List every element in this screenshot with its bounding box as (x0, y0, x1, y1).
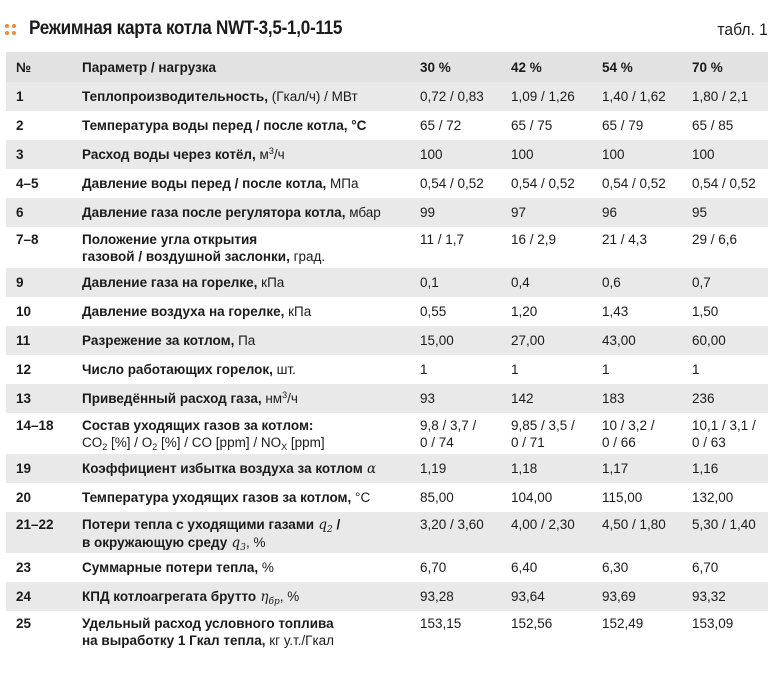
row-value (602, 231, 647, 248)
row-number: 9 (16, 275, 24, 290)
header-param: Параметр / нагрузка (82, 60, 217, 75)
table-label: табл. 1 (717, 20, 768, 39)
value-line-1: 100 (692, 147, 715, 162)
value-line-1: 97 (511, 205, 527, 220)
parameter-unit: , % (245, 535, 266, 550)
value-line-1: 6,30 (602, 560, 629, 575)
value-line-1: 153,09 (692, 616, 734, 631)
row-value (420, 361, 428, 378)
row-parameter (82, 175, 359, 192)
row-value (692, 274, 711, 291)
row-value (602, 274, 621, 291)
row-number: 11 (16, 333, 31, 348)
subscript: X (281, 442, 288, 452)
parameter-symbol: α (362, 461, 377, 477)
value-line-1: 6,70 (692, 560, 719, 575)
title-bar (0, 16, 772, 46)
row-parameter (82, 303, 311, 320)
value-line-1: 60,00 (692, 333, 726, 348)
boiler-regime-table (6, 52, 768, 652)
parameter-line-1 (82, 517, 341, 535)
row-value (511, 303, 537, 320)
row-parameter (82, 559, 274, 576)
value-line-1: 0,6 (602, 275, 621, 290)
row-value (692, 361, 700, 378)
parameter-symbol-subscript: 3 (240, 543, 246, 553)
value-line-1: 1 (602, 362, 610, 377)
row-number: 10 (16, 304, 32, 319)
row-value (511, 516, 575, 533)
parameter-bold: Теплопроизводительность, (82, 89, 268, 104)
parameter-line-1 (82, 176, 359, 191)
table-row (6, 454, 768, 483)
parameter-unit: кПа (257, 275, 285, 290)
parameter-bold: Приведённый расход газа, (82, 391, 262, 406)
row-parameter (82, 274, 284, 291)
subscript: 2 (102, 442, 108, 452)
parameter-line-1 (82, 205, 381, 220)
value-line-2: 0 / 66 (602, 435, 636, 450)
row-value (511, 390, 534, 407)
row-number: 1 (16, 89, 24, 104)
parameter-line-1 (82, 304, 311, 319)
value-line-1: 0,4 (511, 275, 530, 290)
parameter-slash: / (332, 517, 341, 532)
parameter-bold: газовой / воздушной заслонки, (82, 249, 290, 264)
row-number: 19 (16, 461, 32, 476)
row-value (602, 390, 625, 407)
value-line-1: 3,20 / 3,60 (420, 517, 484, 532)
row-value (602, 516, 666, 533)
parameter-bold: Разрежение за котлом, (82, 333, 235, 348)
value-line-1: 0,55 (420, 304, 447, 319)
row-value (511, 417, 575, 451)
value-line-1: 5,30 / 1,40 (692, 517, 756, 532)
parameter-line-1 (82, 560, 274, 575)
value-line-1: 93,69 (602, 589, 636, 604)
value-line-1: 9,8 / 3,7 / (420, 418, 477, 433)
row-value (511, 117, 552, 134)
row-value (602, 117, 643, 134)
parameter-unit: °С (351, 490, 371, 505)
table-row (6, 611, 768, 652)
row-value (692, 615, 733, 632)
value-line-1: 6,70 (420, 560, 447, 575)
value-line-1: 1,16 (692, 461, 719, 476)
parameter-line-1 (82, 461, 376, 476)
row-value (602, 615, 643, 632)
row-value (511, 332, 545, 349)
parameter-bold: Коэффициент избытка воздуха за котлом (82, 461, 363, 476)
parameter-symbol: $q_3$ (227, 535, 246, 553)
row-number: 13 (16, 391, 32, 406)
row-value (692, 146, 715, 163)
value-line-1: 16 / 2,9 (511, 232, 557, 247)
parameter-bold: Давление воды перед / после котла, (82, 176, 327, 191)
value-line-1: 1,19 (420, 461, 447, 476)
row-value (602, 146, 625, 163)
row-value (420, 559, 446, 576)
parameter-line-2 (82, 534, 340, 552)
value-line-1: 9,85 / 3,5 / (511, 418, 575, 433)
row-value (420, 175, 484, 192)
row-value (692, 489, 733, 506)
row-number: 23 (16, 560, 32, 575)
row-value (420, 88, 484, 105)
row-value (420, 460, 446, 477)
parameter-unit: нм (261, 391, 283, 406)
parameter-bold: Давление воздуха на горелке, (82, 304, 285, 319)
parameter-unit: шт. (272, 362, 296, 377)
header-num: № (16, 60, 32, 75)
value-line-1: 43,00 (602, 333, 636, 348)
row-value (692, 460, 718, 477)
row-parameter (82, 460, 376, 478)
parameter-bold: Температура воды перед / после котла, °С (82, 118, 367, 133)
row-value (511, 175, 575, 192)
value-line-1: 65 / 72 (420, 118, 462, 133)
row-value (511, 88, 575, 105)
value-line-1: 27,00 (511, 333, 545, 348)
value-line-1: 100 (511, 147, 534, 162)
value-line-1: 10 / 3,2 / (602, 418, 655, 433)
value-line-1: 152,49 (602, 616, 644, 631)
table-row (6, 483, 768, 512)
row-parameter (82, 88, 358, 105)
row-value (420, 146, 443, 163)
table-row (6, 169, 768, 198)
parameter-unit: кг у.т./Гкал (265, 633, 335, 648)
value-line-1: 10,1 / 3,1 / (692, 418, 756, 433)
row-parameter (82, 588, 299, 606)
row-number: 4–5 (16, 176, 39, 191)
parameter-line-1 (82, 147, 285, 162)
value-line-1: 95 (692, 205, 708, 220)
row-value (511, 361, 519, 378)
parameter-bold: КПД котлоагрегата брутто (82, 589, 257, 604)
row-value (692, 117, 733, 134)
parameter-bold: Расход воды через котёл, (82, 147, 256, 162)
row-value (511, 274, 530, 291)
parameter-line-1 (82, 118, 366, 133)
row-value (692, 559, 718, 576)
row-value (511, 231, 556, 248)
parameter-unit: м (255, 147, 269, 162)
parameter-line-1 (82, 589, 300, 607)
row-value (692, 516, 756, 533)
parameter-unit: (Гкал/ч) / МВт (267, 89, 358, 104)
value-line-1: 183 (602, 391, 625, 406)
value-line-1: 152,56 (511, 616, 553, 631)
table-row (6, 198, 768, 227)
row-value (602, 460, 628, 477)
dots-icon (5, 24, 17, 36)
table-row (6, 111, 768, 140)
value-line-1: 65 / 75 (511, 118, 553, 133)
row-value (420, 204, 435, 221)
row-value (692, 88, 748, 105)
parameter-unit: Па (234, 333, 256, 348)
row-value (511, 146, 534, 163)
row-value (511, 615, 552, 632)
value-line-1: 1,50 (692, 304, 719, 319)
value-line-1: 4,50 / 1,80 (602, 517, 666, 532)
table-row (6, 297, 768, 326)
row-parameter (82, 516, 340, 552)
parameter-symbol-subscript: бр (268, 597, 280, 607)
unit-tail: /ч (287, 391, 298, 406)
table-row (6, 355, 768, 384)
row-parameter (82, 417, 325, 451)
header-load-42: 42 % (511, 60, 542, 75)
unit-tail: /ч (273, 147, 285, 162)
table-row (6, 413, 768, 454)
parameter-line-1 (82, 89, 358, 104)
row-value (602, 361, 610, 378)
row-number: 20 (16, 490, 32, 505)
value-line-1: 4,00 / 2,30 (511, 517, 575, 532)
parameter-bold: Удельный расход условного топлива (82, 616, 334, 631)
row-value (692, 417, 756, 451)
value-line-1: 99 (420, 205, 436, 220)
unit-superscript: 3 (282, 390, 288, 400)
gas-text: [%] / CO [ppm] / NO (157, 435, 282, 450)
value-line-1: 0,54 / 0,52 (511, 176, 575, 191)
value-line-1: 0,54 / 0,52 (602, 176, 666, 191)
table-row (6, 326, 768, 355)
parameter-line-1 (82, 490, 370, 505)
row-value (602, 417, 655, 451)
value-line-1: 65 / 85 (692, 118, 734, 133)
table-row (6, 384, 768, 413)
parameter-line-2 (82, 248, 325, 265)
value-line-1: 100 (602, 147, 625, 162)
value-line-1: 236 (692, 391, 715, 406)
row-number: 25 (16, 616, 32, 631)
value-line-2: 0 / 63 (692, 435, 726, 450)
parameter-line-1 (82, 616, 334, 631)
parameter-bold: на выработку 1 Гкал тепла, (82, 633, 266, 648)
row-parameter (82, 146, 285, 163)
header-load-54: 54 % (602, 60, 633, 75)
parameter-unit: град. (289, 249, 326, 264)
parameter-bold: Потери тепла с уходящими газами (82, 517, 315, 532)
row-value (420, 332, 454, 349)
parameter-unit: МПа (326, 176, 359, 191)
table-row (6, 512, 768, 553)
row-value (511, 204, 526, 221)
row-value (602, 559, 628, 576)
value-line-1: 115,00 (602, 490, 643, 505)
gas-co2: CO (82, 435, 103, 450)
value-line-1: 1 (420, 362, 428, 377)
row-parameter (82, 361, 296, 378)
subscript: 2 (152, 442, 158, 452)
value-line-1: 104,00 (511, 490, 553, 505)
header-load-70: 70 % (692, 60, 723, 75)
row-parameter (82, 117, 366, 134)
row-value (602, 204, 617, 221)
value-line-1: 93,32 (692, 589, 726, 604)
row-number: 24 (16, 589, 32, 604)
parameter-bold: Состав уходящих газов за котлом: (82, 418, 314, 433)
parameter-line-1 (82, 275, 284, 290)
row-value (511, 460, 537, 477)
parameter-bold: в окружающую среду (82, 535, 228, 550)
table-row (6, 82, 768, 111)
table-row (6, 140, 768, 169)
row-value (602, 489, 642, 506)
row-value (511, 559, 537, 576)
table-title: Режимная карта котла NWT-3,5-1,0-115 (29, 18, 343, 39)
row-value (602, 175, 666, 192)
value-line-1: 11 / 1,7 (420, 232, 465, 247)
row-value (420, 390, 435, 407)
value-line-1: 142 (511, 391, 534, 406)
row-value (420, 516, 484, 533)
value-line-1: 93 (420, 391, 436, 406)
value-line-1: 1,80 / 2,1 (692, 89, 749, 104)
row-parameter (82, 231, 325, 265)
parameter-line-1 (82, 232, 257, 247)
value-line-1: 0,72 / 0,83 (420, 89, 484, 104)
value-line-2: 0 / 71 (511, 435, 545, 450)
value-line-1: 1,20 (511, 304, 538, 319)
parameter-symbol-subscript: 2 (327, 525, 333, 535)
value-line-1: 21 / 4,3 (602, 232, 648, 247)
row-number: 3 (16, 147, 24, 162)
value-line-1: 1 (511, 362, 519, 377)
value-line-1: 1,18 (511, 461, 538, 476)
value-line-1: 15,00 (420, 333, 454, 348)
value-line-1: 85,00 (420, 490, 454, 505)
value-line-1: 0,54 / 0,52 (692, 176, 756, 191)
value-line-1: 6,40 (511, 560, 538, 575)
value-line-1: 93,64 (511, 589, 545, 604)
parameter-symbol: $q_2$ (314, 517, 333, 535)
value-line-1: 100 (420, 147, 443, 162)
gas-text: [%] / O (107, 435, 153, 450)
row-value (420, 489, 454, 506)
table-row (6, 553, 768, 582)
value-line-1: 1,17 (602, 461, 629, 476)
row-value (602, 88, 666, 105)
value-line-1: 153,15 (420, 616, 462, 631)
row-value (692, 588, 726, 605)
value-line-2: 0 / 74 (420, 435, 454, 450)
row-number: 21–22 (16, 517, 54, 532)
parameter-line-1 (82, 391, 298, 406)
row-value (692, 303, 718, 320)
parameter-line-2 (82, 632, 334, 649)
row-value (692, 175, 756, 192)
row-value (420, 588, 454, 605)
value-line-1: 65 / 79 (602, 118, 644, 133)
parameter-bold: Положение угла открытия (82, 232, 258, 247)
row-value (692, 332, 726, 349)
table-header-row (6, 52, 768, 82)
row-parameter (82, 489, 370, 506)
row-value (420, 303, 446, 320)
row-number: 6 (16, 205, 24, 220)
value-line-1: 0,7 (692, 275, 711, 290)
value-line-1: 1 (692, 362, 700, 377)
parameter-bold: Суммарные потери тепла, (82, 560, 259, 575)
parameter-unit: мбар (345, 205, 381, 220)
row-number: 7–8 (16, 232, 39, 247)
header-load-30: 30 % (420, 60, 451, 75)
row-parameter (82, 390, 298, 407)
unit-superscript: 3 (268, 146, 274, 156)
row-value (511, 588, 545, 605)
parameter-line-1 (82, 333, 255, 348)
value-line-1: 0,54 / 0,52 (420, 176, 484, 191)
parameter-line-1 (82, 418, 313, 433)
parameter-bold: Температура уходящих газов за котлом, (82, 490, 352, 505)
value-line-1: 1,09 / 1,26 (511, 89, 575, 104)
row-number: 12 (16, 362, 32, 377)
parameter-unit: кПа (284, 304, 312, 319)
row-value (511, 489, 552, 506)
row-value (602, 332, 636, 349)
parameter-bold: Давление газа на горелке, (82, 275, 258, 290)
row-value (692, 231, 737, 248)
value-line-1: 93,28 (420, 589, 454, 604)
row-value (692, 204, 707, 221)
row-value (602, 303, 628, 320)
parameter-line-1 (82, 362, 296, 377)
table-row (6, 268, 768, 297)
value-line-1: 1,40 / 1,62 (602, 89, 666, 104)
value-line-1: 96 (602, 205, 618, 220)
value-line-1: 29 / 6,6 (692, 232, 738, 247)
row-parameter (82, 332, 255, 349)
row-value (692, 390, 715, 407)
parameter-symbol: $\eta_{бр}$ (256, 589, 280, 607)
row-value (420, 117, 461, 134)
parameter-line-2 (82, 434, 325, 451)
row-value (420, 417, 476, 451)
table-row (6, 227, 768, 268)
table-row (6, 582, 768, 611)
row-parameter (82, 204, 381, 221)
row-number: 14–18 (16, 418, 54, 433)
parameter-bold: Число работающих горелок, (82, 362, 273, 377)
parameter-unit: , % (279, 589, 300, 604)
parameter-bold: Давление газа после регулятора котла, (82, 205, 346, 220)
row-value (420, 615, 461, 632)
value-line-1: 132,00 (692, 490, 734, 505)
row-parameter (82, 615, 334, 649)
row-value (602, 588, 636, 605)
gas-text: [ppm] (287, 435, 325, 450)
value-line-1: 0,1 (420, 275, 439, 290)
row-value (420, 231, 464, 248)
parameter-unit: % (258, 560, 274, 575)
row-value (420, 274, 439, 291)
row-number: 2 (16, 118, 24, 133)
value-line-1: 1,43 (602, 304, 629, 319)
